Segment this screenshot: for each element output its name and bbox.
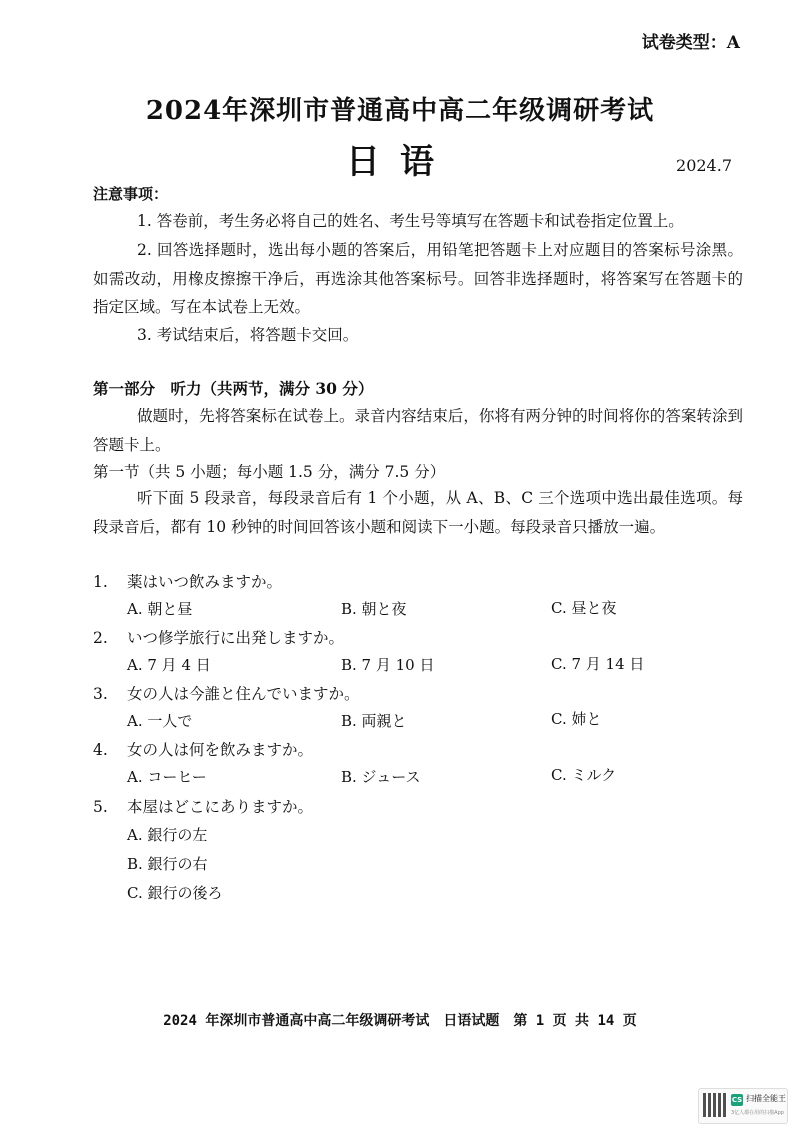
- question-number: 5.: [93, 798, 108, 816]
- q1-option-c: C. 昼と夜: [551, 599, 617, 617]
- q5-option-c: C. 銀行の後ろ: [127, 884, 223, 902]
- q3-option-a: A. 一人で: [127, 712, 193, 730]
- q3-option-c: C. 姉と: [551, 710, 602, 728]
- note-item-2: 2. 回答选择题时，选出每小题的答案后，用铅笔把答题卡上对应题目的答案标号涂黑。如需改动，用橡皮擦擦干净后，再选涂其他答案标号。回答非选择题时，将答案写在答题卡的指定区域。写在本试卷上无效。: [93, 241, 743, 316]
- q1-option-a: A. 朝と昼: [127, 600, 193, 618]
- q1-option-b: B. 朝と夜: [341, 600, 407, 618]
- q3-option-b: B. 両親と: [341, 712, 407, 730]
- q2-option-c: C. 7 月 14 日: [551, 655, 645, 673]
- question-text: 本屋はどこにありますか。: [127, 798, 314, 816]
- question-1: [93, 570, 282, 592]
- q5-option-a: A. 銀行の左: [127, 826, 208, 844]
- subject-title: 日语: [346, 142, 454, 182]
- note-item-1: 1. 答卷前，考生务必将自己的姓名、考生号等填写在答题卡和试卷指定位置上。: [137, 212, 684, 230]
- q4-option-b: B. ジュース: [341, 768, 421, 786]
- question-5: [93, 795, 313, 817]
- q4-option-a: A. コーヒー: [127, 768, 207, 786]
- q4-option-c: C. ミルク: [551, 766, 617, 784]
- question-text: 女の人は何を飲みますか。: [127, 741, 314, 759]
- scanner-watermark: [698, 1088, 788, 1124]
- qr-code-icon: [703, 1093, 727, 1117]
- scanner-app-tagline: 3亿人都在用的扫描App: [731, 1110, 784, 1116]
- paper-type-label: 试卷类型：A: [641, 33, 740, 53]
- question-3: [93, 682, 360, 704]
- section1-instruction: 听下面 5 段录音，每段录音后有 1 个小题，从 A、B、C 三个选项中选出最佳选项。每段录音后，都有 10 秒钟的时间回答该小题和阅读下一小题。每段录音只播放一遍。: [93, 489, 743, 536]
- question-4: [93, 738, 313, 760]
- question-2: [93, 626, 344, 648]
- question-text: 女の人は今誰と住んでいますか。: [127, 685, 360, 703]
- note-item-3: 3. 考试结束后，将答题卡交回。: [137, 326, 359, 344]
- question-text: いつ修学旅行に出発しますか。: [127, 629, 345, 647]
- question-number: 3.: [93, 685, 108, 703]
- q2-option-a: A. 7 月 4 日: [127, 656, 211, 674]
- part1-heading: 第一部分 听力（共两节，满分 30 分）: [93, 379, 374, 398]
- q5-option-b: B. 銀行の右: [127, 855, 208, 873]
- exam-date: 2024.7: [676, 156, 732, 175]
- question-number: 2.: [93, 629, 108, 647]
- cs-logo: CS: [731, 1096, 743, 1104]
- notes-heading: 注意事项：: [93, 185, 169, 203]
- section1-heading: 第一节（共 5 小题；每小题 1.5 分，满分 7.5 分）: [93, 463, 446, 481]
- q2-option-b: B. 7 月 10 日: [341, 656, 435, 674]
- question-number: 4.: [93, 741, 108, 759]
- page-footer: 2024 年深圳市普通高中高二年级调研考试 日语试题 第 1 页 共 14 页: [163, 1013, 637, 1029]
- part1-instruction: 做题时，先将答案标在试卷上。录音内容结束后，你将有两分钟的时间将你的答案转涂到答题卡上。: [93, 407, 743, 454]
- question-text: 薬はいつ飲みますか。: [127, 573, 283, 591]
- scanner-app-name: 扫描全能王: [746, 1094, 786, 1103]
- exam-title: 2024年深圳市普通高中高二年级调研考试: [145, 96, 655, 126]
- question-number: 1.: [93, 573, 108, 591]
